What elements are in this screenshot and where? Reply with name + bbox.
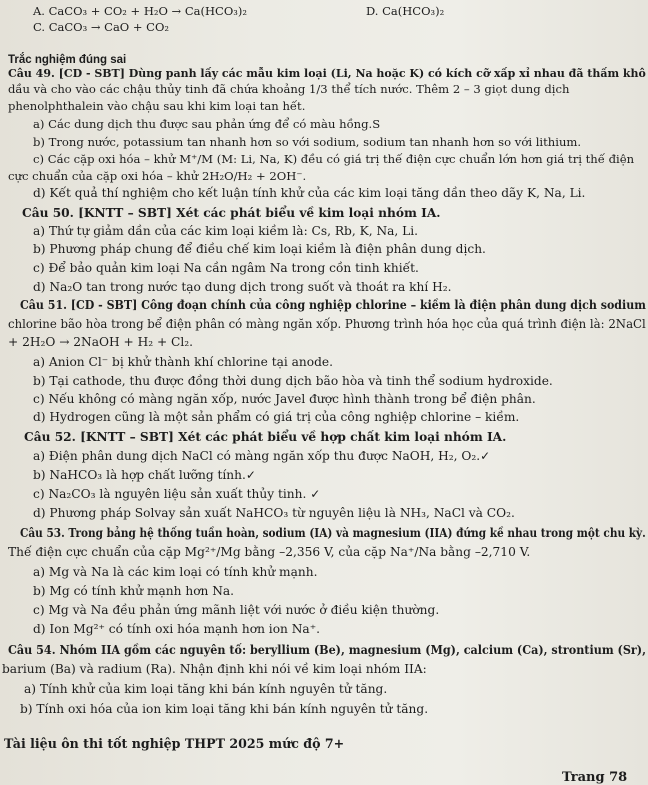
- q53-statement-a: a) Mg và Na là các kim loại có tính khử mạnh.: [33, 565, 318, 579]
- page-number: Trang 78: [562, 770, 628, 785]
- q49-statement-d: d) Kết quả thí nghiệm cho kết luận tính khử của các kim loại tăng dần theo dãy K, Na, Li.: [33, 186, 586, 200]
- q49-statement-a: a) Các dung dịch thu được sau phản ứng để có màu hồng.S: [33, 117, 381, 131]
- q49-stem-line3: phenolphthalein vào chậu sau khi kim loại tan hết.: [8, 99, 306, 113]
- q49-stem-line2: dầu và cho vào các chậu thủy tinh đã chứa khoảng 1/3 thể tích nước. Thêm 2 – 3 giọt dung dịch: [8, 82, 570, 96]
- q54-statement-b: b) Tính oxi hóa của ion kim loại tăng khi bán kính nguyên tử tăng.: [20, 702, 429, 716]
- q51-stem-line2: chlorine bão hòa trong bể điện phân có màng ngăn xốp. Phương trình hóa học của quá trình điện là: 2NaCl: [8, 317, 646, 331]
- q52-stem: Câu 52. [KNTT – SBT] Xét các phát biểu về hợp chất kim loại nhóm IA.: [24, 430, 507, 444]
- q51-stem-line3: + 2H₂O → 2NaOH + H₂ + Cl₂.: [8, 335, 194, 349]
- option-a: A. CaCO₃ + CO₂ + H₂O → Ca(HCO₃)₂: [33, 4, 247, 18]
- q49-statement-c-line2: cực chuẩn của cặp oxi hóa – khử 2H₂O/H₂ + 2OH⁻.: [8, 169, 307, 183]
- q50-statement-c: c) Để bảo quản kim loại Na cần ngâm Na trong cồn tinh khiết.: [33, 261, 419, 275]
- q51-statement-d: d) Hydrogen cũng là một sản phẩm có giá trị của công nghiệp chlorine – kiềm.: [33, 410, 520, 424]
- q53-statement-b: b) Mg có tính khử mạnh hơn Na.: [33, 584, 235, 598]
- footer-title: Tài liệu ôn thi tốt nghiệp THPT 2025 mức độ 7+: [4, 736, 345, 751]
- q53-stem-line2: Thế điện cực chuẩn của cặp Mg²⁺/Mg bằng –2,356 V, của cặp Na⁺/Na bằng –2,710 V.: [8, 545, 531, 559]
- q49-stem-line1: Câu 49. [CD - SBT] Dùng panh lấy các mẫu kim loại (Li, Na hoặc K) có kích cỡ xấp xỉ nhau đã thấm khô: [8, 66, 646, 80]
- q53-statement-c: c) Mg và Na đều phản ứng mãnh liệt với nước ở điều kiện thường.: [33, 603, 440, 617]
- q51-stem-line1: Câu 51. [CD - SBT] Công đoạn chính của công nghiệp chlorine – kiềm là điện phân dung dịch sodium: [20, 298, 646, 312]
- q49-statement-b: b) Trong nước, potassium tan nhanh hơn so với sodium, sodium tan nhanh hơn so với lithium.: [33, 135, 582, 149]
- q52-statement-d: d) Phương pháp Solvay sản xuất NaHCO₃ từ nguyên liệu là NH₃, NaCl và CO₂.: [33, 506, 515, 520]
- q52-statement-a: a) Điện phân dung dịch NaCl có màng ngăn xốp thu được NaOH, H₂, O₂.✓: [33, 449, 491, 463]
- q53-statement-d: d) Ion Mg²⁺ có tính oxi hóa mạnh hơn ion Na⁺.: [33, 622, 320, 636]
- option-d: D. Ca(HCO₃)₂: [366, 4, 445, 18]
- q53-stem-line1: Câu 53. Trong bảng hệ thống tuần hoàn, sodium (IA) và magnesium (IIA) đứng kề nhau trong một chu kỳ.: [20, 526, 646, 540]
- q54-stem-line2: barium (Ba) và radium (Ra). Nhận định khi nói về kim loại nhóm IIA:: [2, 662, 427, 676]
- q49-statement-c-line1: c) Các cặp oxi hóa – khử M⁺/M (M: Li, Na, K) đều có giá trị thế điện cực chuẩn lớn hơn giá trị thế điện: [33, 152, 635, 166]
- q54-statement-a: a) Tính khử của kim loại tăng khi bán kính nguyên tử tăng.: [24, 682, 388, 696]
- option-c: C. CaCO₃ → CaO + CO₂: [33, 20, 170, 34]
- q51-statement-c: c) Nếu không có màng ngăn xốp, nước Javel được hình thành trong bể điện phân.: [33, 392, 536, 406]
- q52-statement-b: b) NaHCO₃ là hợp chất lưỡng tính.✓: [33, 468, 257, 482]
- section-header: Trắc nghiệm đúng sai: [8, 54, 127, 66]
- q50-statement-d: d) Na₂O tan trong nước tạo dung dịch trong suốt và thoát ra khí H₂.: [33, 280, 452, 294]
- q50-statement-b: b) Phương pháp chung để điều chế kim loại kiềm là điện phân dung dịch.: [33, 242, 486, 256]
- q51-statement-b: b) Tại cathode, thu được đồng thời dung dịch bão hòa và tinh thể sodium hydroxide.: [33, 374, 553, 388]
- q52-statement-c: c) Na₂CO₃ là nguyên liệu sản xuất thủy tinh. ✓: [33, 487, 321, 501]
- q54-stem-line1: Câu 54. Nhóm IIA gồm các nguyên tố: beryllium (Be), magnesium (Mg), calcium (Ca), strontium (Sr),: [8, 643, 646, 657]
- q50-stem: Câu 50. [KNTT – SBT] Xét các phát biểu về kim loại nhóm IA.: [22, 206, 441, 220]
- q51-statement-a: a) Anion Cl⁻ bị khử thành khí chlorine tại anode.: [33, 355, 334, 369]
- q50-statement-a: a) Thứ tự giảm dần của các kim loại kiềm là: Cs, Rb, K, Na, Li.: [33, 224, 419, 238]
